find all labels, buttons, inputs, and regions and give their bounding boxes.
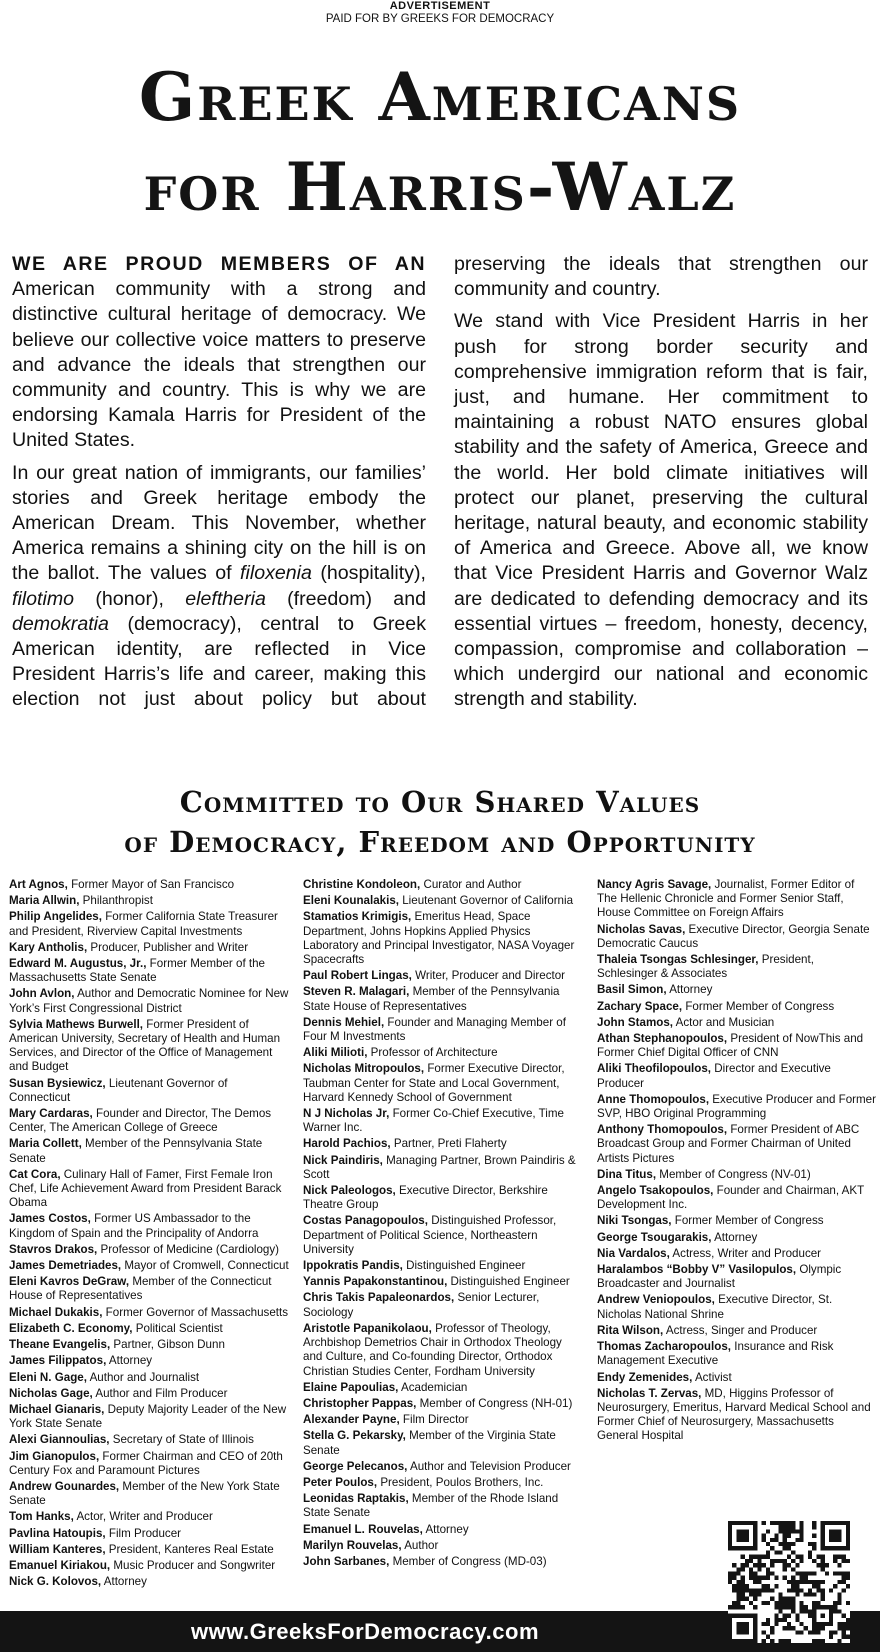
- signer-name: Thomas Zacharopoulos,: [597, 1340, 731, 1354]
- signer-name: Kary Antholis,: [9, 940, 88, 954]
- signer-name: Aristotle Papanikolaou,: [303, 1321, 432, 1335]
- signer-name: John Avlon,: [9, 987, 75, 1001]
- signer-entry: [9, 1354, 289, 1368]
- signer-name: Thaleia Tsongas Schlesinger,: [597, 953, 759, 967]
- signer-list: [9, 878, 877, 1600]
- intro-lead: WE ARE PROUD MEMBERS OF AN: [12, 253, 426, 275]
- signer-title: Philanthropist: [82, 894, 153, 908]
- signer-entry: [9, 878, 289, 892]
- signer-name: Michael Gianaris,: [9, 1402, 105, 1416]
- signer-name: Nancy Agris Savage,: [597, 878, 712, 891]
- website-url[interactable]: www.GreeksForDemocracy.com: [190, 1619, 540, 1644]
- signer-entry: [9, 1527, 289, 1541]
- signer-entry: [597, 1214, 877, 1228]
- signer-title: Attorney: [714, 1230, 758, 1244]
- signer-entry: [303, 1381, 583, 1395]
- signer-title: Member of Congress (MD-03): [392, 1554, 547, 1568]
- signer-name: Jim Gianopulos,: [9, 1449, 100, 1463]
- signer-title: Culinary Hall of Famer, First Female Iron Chef, Life Achievement Award from President Barack Obama: [9, 1167, 282, 1210]
- intro-paragraph-2: In our great nation of immigrants, our families’ stories and Greek heritage embody the American Dream. This November, whether America remains a shining city on the hill is on the ballot. The values of filoxenia (hospitality), filotimo (honor), eleftheria (freedom) and demokratia (democracy), central to Greek American identity, are reflected in Vice President Harris’s life and career, making this election not just about policy but about preserving the ideals that strengthen our community and country.: [12, 253, 868, 711]
- signer-name: Athan Stephanopoulos,: [597, 1032, 728, 1046]
- signer-entry: [9, 941, 289, 955]
- signer-name: Eleni Kounalakis,: [303, 894, 399, 908]
- signer-name: Nicholas Savas,: [597, 922, 686, 936]
- signer-entry: [303, 1555, 583, 1569]
- signer-name: Anne Thomopoulos,: [597, 1092, 710, 1106]
- signer-name: Endy Zemenides,: [597, 1370, 693, 1384]
- signer-entry: [9, 910, 289, 938]
- intro-p1-text: American community with a strong and distinctive cultural heritage of democracy. We believe our collective voice matters to preserve and advance the ideals that strengthen our community and country. This is why we are endorsing Kamala Harris for President of the United States.: [12, 278, 426, 452]
- signer-entry: [303, 1413, 583, 1427]
- signer-entry: [597, 1168, 877, 1182]
- signer-name: Chris Takis Papaleonardos,: [303, 1291, 455, 1305]
- signer-title: Managing Partner, Brown Paindiris & Scott: [303, 1153, 576, 1181]
- signer-title: Partner, Preti Flaherty: [393, 1137, 507, 1151]
- signer-entry: [303, 1214, 583, 1257]
- signer-entry: [9, 1243, 289, 1257]
- signer-entry: [303, 1275, 583, 1289]
- term-filotimo: filotimo: [12, 587, 75, 610]
- signer-title: Secretary of State of Illinois: [112, 1433, 254, 1447]
- signer-name: Elizabeth C. Economy,: [9, 1321, 133, 1335]
- signer-entry: [9, 1371, 289, 1385]
- signer-name: N J Nicholas Jr,: [303, 1107, 390, 1121]
- signer-title: Film Producer: [108, 1526, 182, 1540]
- signer-title: President, Kanteres Real Estate: [108, 1542, 274, 1556]
- signer-name: Sylvia Mathews Burwell,: [9, 1017, 144, 1031]
- signer-title: Political Scientist: [135, 1321, 223, 1335]
- signer-entry: [9, 1306, 289, 1320]
- signer-name: Nicholas Mitropoulos,: [303, 1062, 425, 1076]
- signer-title: Writer, Producer and Director: [415, 969, 566, 983]
- signer-entry: [597, 1184, 877, 1212]
- headline: [0, 52, 880, 232]
- signer-title: Music Producer and Songwriter: [113, 1558, 276, 1572]
- signer-name: Theane Evangelis,: [9, 1338, 111, 1352]
- signer-entry: [9, 957, 289, 985]
- signer-title: Attorney: [669, 983, 713, 997]
- signer-title: Distinguished Engineer: [450, 1275, 570, 1289]
- signer-title: Founder and Managing Member of Four M Investments: [303, 1015, 566, 1044]
- signer-name: Nia Vardalos,: [597, 1246, 670, 1260]
- signer-entry: [9, 1559, 289, 1573]
- signer-entry: [9, 1433, 289, 1447]
- signer-entry: [9, 1137, 289, 1165]
- signer-name: Maria Allwin,: [9, 894, 80, 908]
- signer-entry: [303, 1429, 583, 1457]
- signer-entry: [9, 1322, 289, 1336]
- signer-name: Ippokratis Pandis,: [303, 1259, 403, 1273]
- signer-title: Film Director: [402, 1413, 469, 1427]
- signer-title: Lieutenant Governor of Connecticut: [9, 1076, 228, 1104]
- signer-name: Dina Titus,: [597, 1167, 657, 1181]
- signer-title: Author and Journalist: [89, 1370, 200, 1384]
- signer-name: Niki Tsongas,: [597, 1214, 672, 1228]
- signer-name: Steven R. Malagari,: [303, 985, 410, 999]
- signer-title: Attorney: [425, 1522, 469, 1536]
- signer-title: Executive Director, Berkshire Theatre Group: [303, 1184, 548, 1212]
- signer-title: Former Governor of Massachusetts: [105, 1305, 289, 1319]
- signer-title: President, Poulos Brothers, Inc.: [380, 1475, 544, 1489]
- signer-name: Stamatios Krimigis,: [303, 910, 412, 924]
- signer-name: Basil Simon,: [597, 983, 667, 997]
- signer-name: Aliki Theofilopoulos,: [597, 1062, 712, 1076]
- signer-entry: [303, 1184, 583, 1212]
- signer-entry: [597, 1032, 877, 1060]
- signer-title: Professor of Theology, Archbishop Demetrios Chair in Orthodox Theology and Culture, and Co-founding Director, Orthodox Christian Studies Center, Fordham University: [303, 1321, 562, 1378]
- signer-name: Eleni N. Gage,: [9, 1370, 87, 1384]
- signer-entry: [9, 1387, 289, 1401]
- section-heading: [0, 782, 880, 862]
- signer-name: Nick G. Kolovos,: [9, 1575, 102, 1589]
- signer-entry: [597, 1371, 877, 1385]
- signer-title: Former Chairman and CEO of 20th Century Fox and Paramount Pictures: [9, 1449, 283, 1477]
- signer-entry: [303, 1476, 583, 1490]
- signer-name: Emanuel L. Rouvelas,: [303, 1522, 423, 1536]
- signer-name: Costas Panagopoulos,: [303, 1214, 428, 1228]
- signer-name: Christine Kondoleon,: [303, 878, 421, 891]
- signer-entry: [597, 1387, 877, 1444]
- signer-entry: [303, 1062, 583, 1105]
- signer-name: Christopher Pappas,: [303, 1396, 417, 1410]
- signer-name: Marilyn Rouvelas,: [303, 1538, 402, 1552]
- signer-entry: [597, 1293, 877, 1321]
- signer-title: Director and Executive Producer: [597, 1062, 831, 1090]
- signer-name: Anthony Thomopoulos,: [597, 1123, 728, 1137]
- signer-title: Actress, Writer and Producer: [672, 1246, 822, 1260]
- signer-title: Actor, Writer and Producer: [76, 1510, 213, 1524]
- ad-header: [0, 0, 880, 26]
- signer-title: Former California State Treasurer and President, Riverview Capital Investments: [9, 910, 278, 938]
- signer-name: Angelo Tsakopoulos,: [597, 1184, 714, 1198]
- signer-title: Former Member of Congress: [674, 1214, 824, 1228]
- signer-title: Attorney: [108, 1354, 153, 1368]
- signer-title: Actress, Singer and Producer: [665, 1323, 818, 1337]
- signer-name: Zachary Space,: [597, 999, 683, 1013]
- signer-title: Founder and Chairman, AKT Development Inc.: [597, 1184, 864, 1212]
- signer-name: Leonidas Raptakis,: [303, 1492, 409, 1506]
- signer-title: Member of Congress (NV-01): [659, 1167, 811, 1181]
- signer-entry: [9, 1077, 289, 1105]
- signer-title: Attorney: [103, 1575, 147, 1589]
- signer-entry: [597, 1231, 877, 1245]
- signer-entry: [303, 878, 583, 892]
- signer-entry: [303, 910, 583, 967]
- signer-title: Journalist, Former Editor of The Hellenic Chronicle and Former Senior Staff, House Committee on Foreign Affairs: [597, 878, 855, 920]
- signer-name: Michael Dukakis,: [9, 1305, 103, 1319]
- signer-title: Mayor of Cromwell, Connecticut: [124, 1259, 289, 1273]
- signer-name: Alexander Payne,: [303, 1413, 400, 1427]
- signer-entry: [9, 1168, 289, 1211]
- signer-entry: [303, 1291, 583, 1319]
- signer-title: Member of the Pennsylvania State Senate: [9, 1137, 263, 1165]
- signer-name: Elaine Papoulias,: [303, 1380, 399, 1394]
- signer-entry: [303, 894, 583, 908]
- signer-title: Former Mayor of San Francisco: [71, 878, 235, 891]
- signer-name: Nicholas Gage,: [9, 1386, 93, 1400]
- signer-name: Haralambos “Bobby V” Vasilopulos,: [597, 1263, 797, 1277]
- signer-title: Deputy Majority Leader of the New York State Senate: [9, 1402, 287, 1431]
- section-heading-line-2: of Democracy, Freedom and Opportunity: [124, 825, 756, 859]
- signer-entry: [303, 1259, 583, 1273]
- signer-title: Author: [404, 1538, 439, 1552]
- signer-entry: [303, 1523, 583, 1537]
- signer-title: Author and Film Producer: [95, 1386, 228, 1400]
- signer-name: Andrew Gounardes,: [9, 1479, 120, 1493]
- signer-title: Member of Congress (NH-01): [419, 1396, 573, 1410]
- advertisement-label: ADVERTISEMENT: [389, 0, 491, 12]
- signer-title: Curator and Author: [423, 878, 522, 891]
- signer-title: President, Schlesinger & Associates: [597, 953, 814, 981]
- signer-entry: [597, 1016, 877, 1030]
- signer-entry: [303, 985, 583, 1013]
- signer-name: Pavlina Hatoupis,: [9, 1526, 106, 1540]
- signer-entry: [597, 1093, 877, 1121]
- signer-title: Former Executive Director, Taubman Center for State and Local Government, Harvard Kennedy School of Government: [303, 1062, 565, 1104]
- signer-title: Executive Director, Georgia Senate Democratic Caucus: [597, 922, 870, 950]
- signer-entry: [303, 1046, 583, 1060]
- section-heading-line-1: Committed to Our Shared Values: [179, 785, 701, 819]
- signer-title: Professor of Architecture: [370, 1046, 498, 1060]
- signer-name: Philip Angelides,: [9, 910, 102, 924]
- signer-name: Cat Cora,: [9, 1167, 61, 1181]
- signer-name: Alexi Giannoulias,: [9, 1433, 110, 1447]
- signer-name: Eleni Kavros DeGraw,: [9, 1275, 130, 1289]
- signer-entry: [597, 1000, 877, 1014]
- signer-name: Rita Wilson,: [597, 1323, 664, 1337]
- signer-entry: [597, 1123, 877, 1166]
- signer-entry: [303, 1016, 583, 1044]
- signer-name: Nick Paleologos,: [303, 1184, 396, 1198]
- signer-entry: [9, 1338, 289, 1352]
- signer-title: Member of the Virginia State Senate: [303, 1429, 556, 1457]
- signer-name: John Sarbanes,: [303, 1554, 390, 1568]
- signer-name: Maria Collett,: [9, 1137, 82, 1151]
- signer-title: Distinguished Professor, Department of Political Science, Northeastern University: [303, 1214, 557, 1256]
- signer-title: Academician: [400, 1380, 468, 1394]
- signer-title: Former Member of Congress: [685, 999, 835, 1013]
- term-eleftheria: eleftheria: [185, 587, 266, 610]
- intro-paragraph-3: We stand with Vice President Harris in her push for strong border security and comprehensive immigration reform that is fair, just, and humane. Her commitment to maintaining a robust NATO ensures global stability and the safety of America, Greece and the world. Her bold climate initiatives will protect our planet, preserving the cultural heritage, natural beauty, and economic stability of America and Greece. Above all, we know that Vice President Harris and Governor Walz are dedicated to defending democracy and its essential virtues – freedom, honesty, decency, compassion, compromise and collaboration – which undergird our national and economic strength and stability.: [454, 310, 868, 711]
- signer-entry: [597, 1263, 877, 1291]
- qr-code-icon[interactable]: [728, 1521, 850, 1643]
- signer-entry: [303, 1492, 583, 1520]
- signer-entry: [9, 1259, 289, 1273]
- signer-entry: [597, 923, 877, 951]
- paid-for-label: PAID FOR BY GREEKS FOR DEMOCRACY: [325, 13, 555, 25]
- signer-title: Member of the Pennsylvania State House of Representatives: [303, 985, 560, 1013]
- signer-entry: [9, 894, 289, 908]
- signer-entry: [9, 1543, 289, 1557]
- signer-name: George Tsougarakis,: [597, 1230, 712, 1244]
- signer-entry: [597, 1062, 877, 1090]
- signer-entry: [9, 987, 289, 1015]
- signer-title: Member of the Connecticut House of Representatives: [9, 1275, 272, 1303]
- signer-entry: [303, 1322, 583, 1379]
- signer-title: Founder and Director, The Demos Center, The American College of Greece: [9, 1107, 272, 1135]
- signer-entry: [597, 983, 877, 997]
- signer-name: Nicholas T. Zervas,: [597, 1386, 702, 1400]
- signer-entry: [597, 1247, 877, 1261]
- signer-entry: [9, 1212, 289, 1240]
- term-demokratia: demokratia: [12, 612, 109, 635]
- headline-line-1: Greek Americans: [138, 58, 742, 136]
- signer-entry: [303, 1539, 583, 1553]
- signer-name: James Filippatos,: [9, 1354, 107, 1368]
- signer-name: Paul Robert Lingas,: [303, 969, 412, 983]
- signer-entry: [597, 1340, 877, 1368]
- signer-name: Art Agnos,: [9, 878, 68, 891]
- headline-line-2: for Harris-Walz: [143, 148, 737, 226]
- signer-title: Executive Director, St. Nicholas National Shrine: [597, 1293, 833, 1321]
- signer-entry: [597, 953, 877, 981]
- signer-entry: [9, 1510, 289, 1524]
- signer-title: Former Co-Chief Executive, Time Warner Inc.: [303, 1107, 564, 1135]
- signer-title: Olympic Broadcaster and Journalist: [597, 1263, 842, 1291]
- signer-entry: [303, 1107, 583, 1135]
- signer-entry: [9, 1107, 289, 1135]
- signer-entry: [303, 1154, 583, 1182]
- signer-entry: [303, 1137, 583, 1151]
- signer-title: Member of the Rhode Island State Senate: [303, 1492, 559, 1520]
- signer-name: Susan Bysiewicz,: [9, 1076, 106, 1090]
- signer-name: Stavros Drakos,: [9, 1242, 98, 1256]
- signer-title: Former Member of the Massachusetts State Senate: [9, 957, 265, 985]
- signer-title: Lieutenant Governor of California: [402, 894, 574, 908]
- signer-name: Andrew Veniopoulos,: [597, 1293, 715, 1307]
- signer-entry: [597, 1324, 877, 1338]
- signer-title: Senior Lecturer, Sociology: [303, 1291, 540, 1319]
- signer-title: Distinguished Engineer: [406, 1259, 526, 1273]
- endorsement-statement: [12, 252, 868, 762]
- signer-entry: [9, 1450, 289, 1478]
- signer-title: Actor and Musician: [675, 1015, 775, 1029]
- signer-name: Aliki Milioti,: [303, 1046, 368, 1060]
- signer-name: William Kanteres,: [9, 1542, 106, 1556]
- signer-name: Stella G. Pekarsky,: [303, 1429, 406, 1443]
- signer-name: Dennis Mehiel,: [303, 1015, 385, 1029]
- signer-name: John Stamos,: [597, 1015, 674, 1029]
- signer-title: Partner, Gibson Dunn: [113, 1338, 225, 1352]
- signer-title: Author and Television Producer: [409, 1459, 571, 1473]
- signer-entry: [9, 1480, 289, 1508]
- signer-name: Edward M. Augustus, Jr.,: [9, 957, 147, 971]
- signer-entry: [597, 878, 877, 921]
- signer-title: Member of the New York State Senate: [9, 1479, 280, 1508]
- signer-name: Emanuel Kiriakou,: [9, 1558, 111, 1572]
- signer-title: Author and Democratic Nominee for New York’s First Congressional District: [9, 987, 289, 1015]
- signer-title: Former President of American University, Secretary of Health and Human Services, and Director of the Office of Management and Budget: [9, 1017, 281, 1074]
- signer-entry: [303, 1460, 583, 1474]
- signer-entry: [9, 1403, 289, 1431]
- signer-title: Insurance and Risk Management Executive: [597, 1340, 834, 1368]
- signer-title: Former President of ABC Broadcast Group and Former Chairman of United Artists Pictures: [597, 1123, 860, 1165]
- signer-name: Mary Cardaras,: [9, 1107, 93, 1121]
- signer-title: Emeritus Head, Space Department, Johns Hopkins Applied Physics Laboratory and Principal Investigator, NASA Voyager Spacecrafts: [303, 910, 575, 967]
- signer-title: Former US Ambassador to the Kingdom of Spain and the Principality of Andorra: [9, 1212, 259, 1240]
- signer-title: Producer, Publisher and Writer: [90, 940, 249, 954]
- signer-entry: [9, 1275, 289, 1303]
- signer-name: James Demetriades,: [9, 1259, 122, 1273]
- signer-name: Tom Hanks,: [9, 1510, 74, 1524]
- signer-entry: [9, 1018, 289, 1075]
- intro-paragraph-1: [12, 252, 426, 454]
- signer-name: George Pelecanos,: [303, 1459, 408, 1473]
- signer-title: Professor of Medicine (Cardiology): [100, 1242, 280, 1256]
- signer-title: Executive Producer and Former SVP, HBO Original Programming: [597, 1092, 876, 1121]
- signer-title: MD, Higgins Professor of Neurosurgery, Emeritus, Harvard Medical School and Former Chief of Neurosurgery, Massachusetts General Hospital: [597, 1386, 871, 1443]
- signer-name: Nick Paindiris,: [303, 1153, 383, 1167]
- signer-name: Harold Pachios,: [303, 1137, 391, 1151]
- signer-title: President of NowThis and Former Chief Digital Officer of CNN: [597, 1032, 864, 1060]
- term-filoxenia: filoxenia: [240, 562, 312, 585]
- signer-title: Activist: [694, 1370, 732, 1384]
- signer-entry: [303, 969, 583, 983]
- signer-name: Yannis Papakonstantinou,: [303, 1275, 448, 1289]
- signer-name: Peter Poulos,: [303, 1475, 378, 1489]
- signer-entry: [9, 1575, 289, 1589]
- signer-entry: [303, 1397, 583, 1411]
- signer-name: James Costos,: [9, 1212, 91, 1226]
